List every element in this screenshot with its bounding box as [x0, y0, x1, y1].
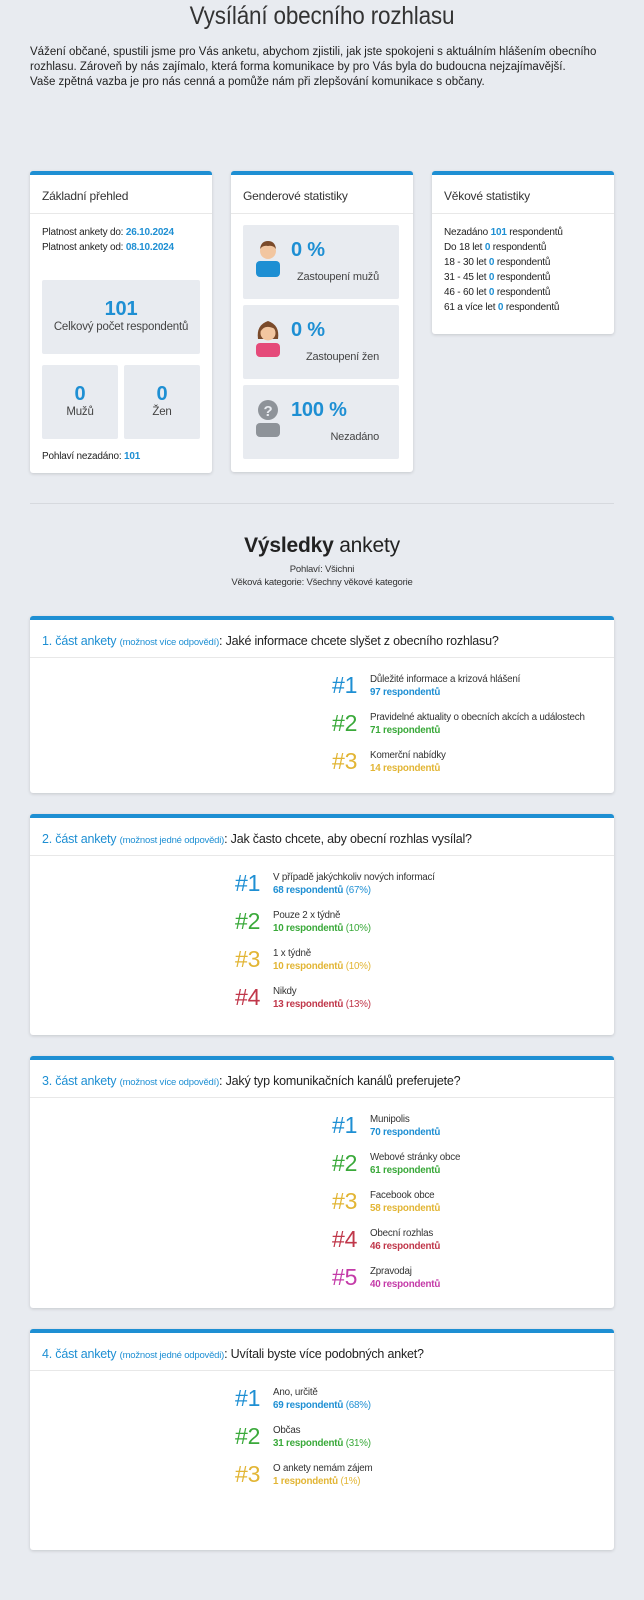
answer-count: [273, 885, 371, 896]
answer-text: V případě jakýchkoliv nových informací: [273, 872, 435, 883]
answer-text: Občas: [273, 1425, 301, 1436]
answer-count-value: 68 respondentů: [273, 885, 344, 896]
answer-text: Obecní rozhlas: [370, 1228, 434, 1239]
valid-to-label: Platnost ankety do:: [42, 227, 124, 238]
gender-card: [231, 171, 413, 472]
age-row-unit: respondentů: [496, 257, 551, 268]
question-text: : Uvítali byste více podobných anket?: [224, 1347, 424, 1361]
answer-text: Nikdy: [273, 986, 297, 997]
gender-unknown-label: Pohlaví nezadáno:: [42, 451, 122, 462]
gender-title: Genderové statistiky: [231, 175, 413, 214]
gender-male-box: [243, 225, 399, 299]
question-text: : Jaké informace chcete slyšet z obecního rozhlasu?: [219, 634, 499, 648]
answer-rank: #3: [332, 1188, 358, 1214]
age-rows: [444, 225, 563, 315]
answer-count: 46 respondentů: [370, 1241, 441, 1252]
age-row: [444, 300, 563, 315]
age-row-value: 0: [488, 287, 495, 298]
question-number: 1. část ankety: [42, 634, 117, 648]
filter-gender: Pohlaví: Všichni: [289, 564, 355, 575]
question-card-3: [30, 1056, 614, 1308]
question-heading: [30, 1333, 614, 1371]
men-count-value: 0: [74, 383, 86, 405]
question-number: 4. část ankety: [42, 1347, 117, 1361]
age-row-value: 0: [488, 272, 495, 283]
unknown-percentage: 100 %: [291, 399, 347, 421]
question-hint: (možnost více odpovědí): [119, 1077, 220, 1088]
answer-count-value: 13 respondentů: [273, 999, 344, 1010]
answer-text: Facebook obce: [370, 1190, 435, 1201]
section-divider: [30, 503, 614, 504]
answer-rank: #3: [332, 748, 358, 774]
answer-rank: #1: [332, 672, 358, 698]
page-title: Vysílání obecního rozhlasu: [189, 2, 455, 30]
male-percentage: 0 %: [291, 239, 325, 261]
valid-from-label: Platnost ankety od:: [42, 242, 124, 253]
question-text: : Jak často chcete, aby obecní rozhlas vysílal?: [224, 832, 472, 846]
age-row: [444, 240, 563, 255]
results-filters: [0, 563, 644, 589]
answer-count: 61 respondentů: [370, 1165, 441, 1176]
gender-female-box: [243, 305, 399, 379]
filter-age: Věková kategorie: Všechny věkové kategorie: [231, 577, 413, 588]
answer-count: [273, 961, 371, 972]
gender-unknown-info: [42, 449, 140, 464]
answer-count: 97 respondentů: [370, 687, 441, 698]
answer-count: 58 respondentů: [370, 1203, 441, 1214]
answer-rank: #1: [235, 870, 261, 896]
question-card-1: [30, 616, 614, 793]
age-row: [444, 285, 563, 300]
male-label: Zastoupení mužů: [297, 271, 379, 283]
men-count-box: [42, 365, 118, 439]
answer-percentage: (68%): [345, 1400, 371, 1411]
answer-count: [273, 999, 371, 1010]
women-count-box: [124, 365, 200, 439]
answer-percentage: (67%): [345, 885, 371, 896]
age-row-unit: respondentů: [496, 272, 551, 283]
answer-percentage: (10%): [345, 923, 371, 934]
results-title: [0, 534, 644, 558]
gender-unknown-box: [243, 385, 399, 459]
question-number: 2. část ankety: [42, 832, 117, 846]
answer-rank: #3: [235, 946, 261, 972]
question-heading: [30, 818, 614, 856]
total-respondents-label: Celkový počet respondentů: [53, 321, 189, 333]
answer-rank: #1: [235, 1385, 261, 1411]
answer-rank: #2: [235, 908, 261, 934]
age-row-label: 61 a více let: [444, 302, 496, 313]
answer-count: [273, 1400, 371, 1411]
answer-count-value: 10 respondentů: [273, 961, 344, 972]
question-hint: (možnost jedné odpovědi): [119, 835, 225, 846]
overview-card: [30, 171, 212, 473]
age-row-label: 46 - 60 let: [444, 287, 487, 298]
answer-count-value: 10 respondentů: [273, 923, 344, 934]
answer-percentage: (10%): [345, 961, 371, 972]
age-row-value: 0: [497, 302, 504, 313]
women-count-value: 0: [156, 383, 168, 405]
age-row-unit: respondentů: [505, 302, 560, 313]
answer-rank: #5: [332, 1264, 358, 1290]
question-number: 3. část ankety: [42, 1074, 117, 1088]
answer-text: O ankety nemám zájem: [273, 1463, 373, 1474]
age-row-unit: respondentů: [492, 242, 547, 253]
total-respondents-box: [42, 280, 200, 354]
results-title-rest: ankety: [339, 534, 400, 557]
answer-text: Pravidelné aktuality o obecních akcích a událostech: [370, 712, 585, 723]
answer-count-value: 31 respondentů: [273, 1438, 344, 1449]
gender-unknown-value: 101: [124, 451, 141, 462]
question-card-4: [30, 1329, 614, 1550]
men-count-label: Mužů: [66, 406, 94, 418]
intro-paragraph-2: Vaše zpětná vazba je pro nás cenná a pomůže nám při zlepšování komunikace s občany.: [30, 76, 485, 88]
age-card: [432, 171, 614, 334]
answer-text: Munipolis: [370, 1114, 410, 1125]
valid-from-date: 08.10.2024: [125, 242, 174, 253]
answer-count: [273, 1476, 360, 1487]
answer-count-value: 69 respondentů: [273, 1400, 344, 1411]
answer-rank: #3: [235, 1461, 261, 1487]
answer-text: Ano, určitě: [273, 1387, 318, 1398]
answer-text: 1 x týdně: [273, 948, 311, 959]
age-row: [444, 225, 563, 240]
age-row-value: 0: [488, 257, 495, 268]
age-row-label: 31 - 45 let: [444, 272, 487, 283]
age-row-label: Do 18 let: [444, 242, 483, 253]
women-count-label: Žen: [152, 406, 172, 418]
answer-rank: #2: [235, 1423, 261, 1449]
question-heading: [30, 1060, 614, 1098]
answer-count: 14 respondentů: [370, 763, 441, 774]
answer-rank: #4: [235, 984, 261, 1010]
svg-text:?: ?: [263, 403, 273, 420]
female-label: Zastoupení žen: [305, 351, 379, 363]
question-card-2: [30, 814, 614, 1035]
answer-rank: #2: [332, 710, 358, 736]
answer-rank: #4: [332, 1226, 358, 1252]
age-row-value: 0: [484, 242, 491, 253]
answer-text: Důležité informace a krizová hlášení: [370, 674, 521, 685]
results-title-bold: Výsledky: [244, 534, 334, 557]
overview-title: Základní přehled: [30, 175, 212, 214]
age-row-value: 101: [490, 227, 507, 238]
answer-text: Komerční nabídky: [370, 750, 446, 761]
answer-text: Pouze 2 x týdně: [273, 910, 341, 921]
intro-text: [30, 45, 620, 90]
question-text: : Jaký typ komunikačních kanálů preferujete?: [219, 1074, 461, 1088]
age-row-unit: respondentů: [496, 287, 551, 298]
answer-text: Zpravodaj: [370, 1266, 412, 1277]
answer-percentage: (13%): [345, 999, 371, 1010]
age-row: [444, 255, 563, 270]
female-percentage: 0 %: [291, 319, 325, 341]
answer-count: 40 respondentů: [370, 1279, 441, 1290]
answer-count-value: 1 respondentů: [273, 1476, 338, 1487]
validity-info: [42, 225, 174, 255]
total-respondents-value: 101: [104, 298, 138, 320]
answer-count: [273, 1438, 371, 1449]
age-row-label: Nezadáno: [444, 227, 488, 238]
answer-percentage: (1%): [340, 1476, 361, 1487]
answer-count: 71 respondentů: [370, 725, 441, 736]
question-hint: (možnost více odpovědí): [119, 637, 220, 648]
unknown-label: Nezadáno: [330, 431, 379, 443]
answer-rank: #1: [332, 1112, 358, 1138]
question-hint: (možnost jedné odpovědi): [119, 1350, 225, 1361]
age-title: Věkové statistiky: [432, 175, 614, 214]
question-heading: [30, 620, 614, 658]
intro-paragraph-1: Vážení občané, spustili jsme pro Vás anketu, abychom zjistili, jak jste spokojeni s aktuálním hlášením obecního rozhlasu. Zároveň by nás zajímalo, která forma komunikace by pro Vás byla do budoucna nejzajímavější.: [30, 46, 597, 73]
answer-text: Webové stránky obce: [370, 1152, 461, 1163]
answer-count: 70 respondentů: [370, 1127, 441, 1138]
answer-count: [273, 923, 371, 934]
age-row: [444, 270, 563, 285]
valid-to-date: 26.10.2024: [125, 227, 174, 238]
age-row-unit: respondentů: [509, 227, 563, 238]
age-row-label: 18 - 30 let: [444, 257, 487, 268]
answer-rank: #2: [332, 1150, 358, 1176]
answer-percentage: (31%): [345, 1438, 371, 1449]
